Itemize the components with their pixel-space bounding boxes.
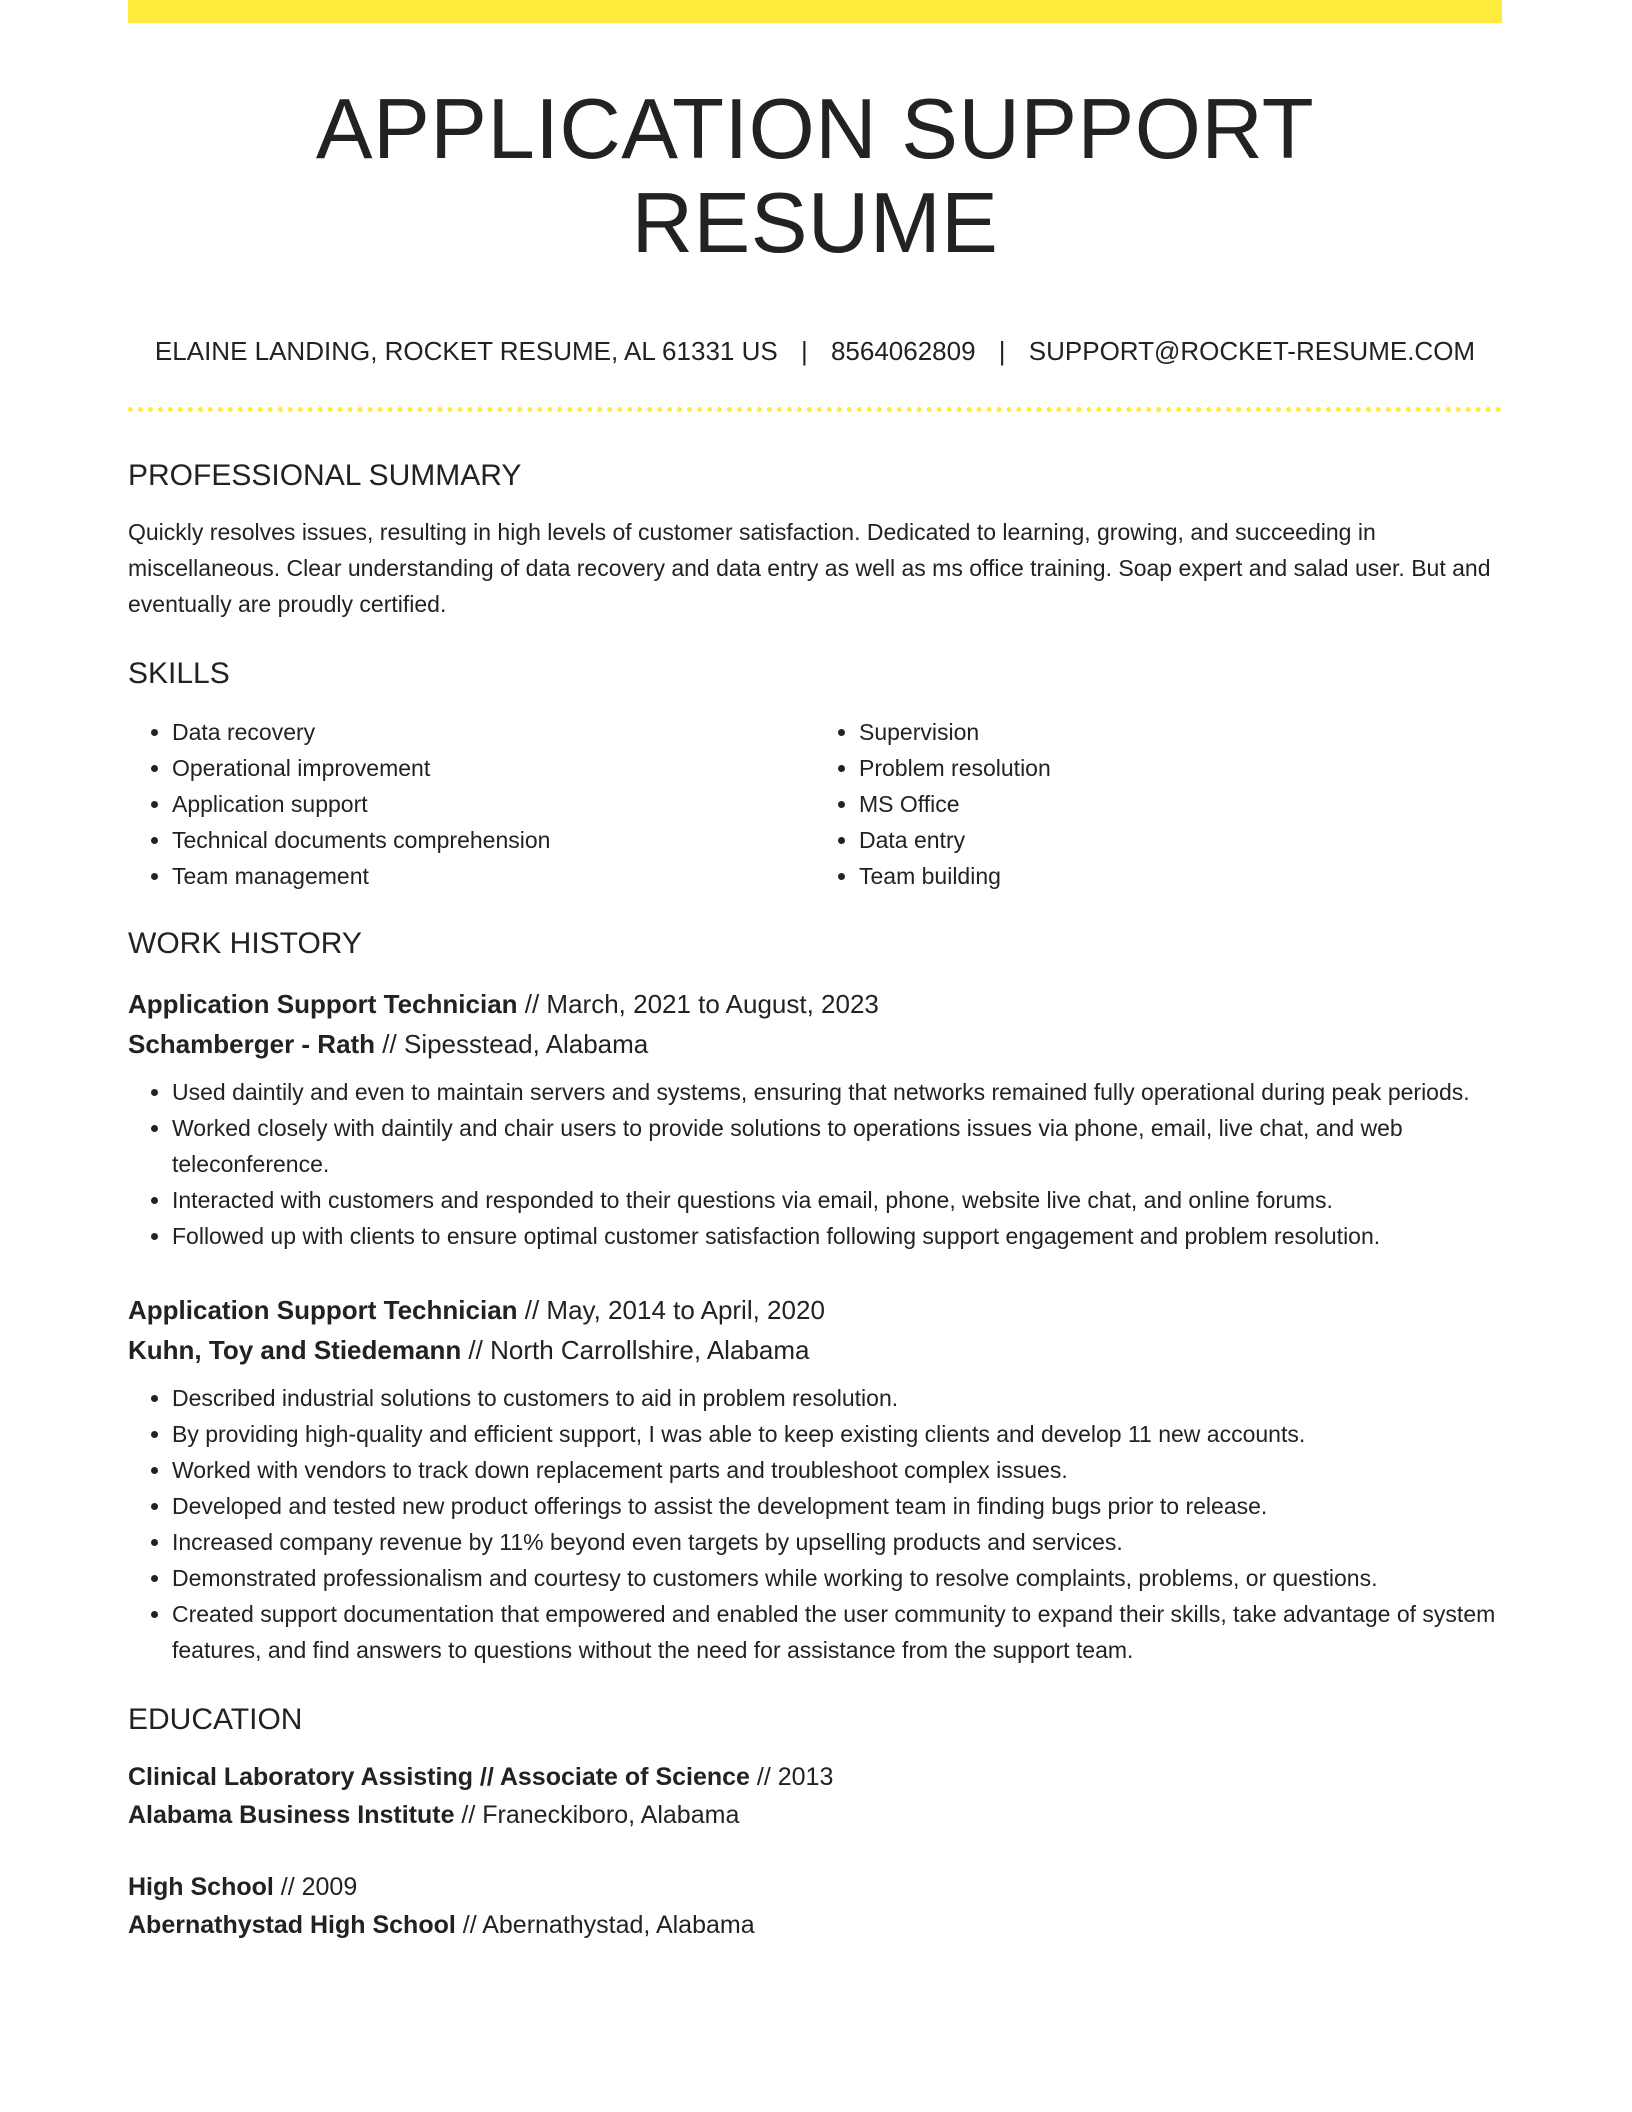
job-bullet: • Used daintily and even to maintain servers and systems, ensuring that networks remained fully operational during peak periods. bbox=[172, 1074, 1502, 1110]
job-location: // North Carrollshire, Alabama bbox=[461, 1335, 810, 1366]
skill-item: • MS Office bbox=[859, 786, 1502, 822]
skill-item: • Problem resolution bbox=[859, 750, 1502, 786]
job-bullet: • Worked with vendors to track down replacement parts and troubleshoot complex issues. bbox=[172, 1452, 1502, 1488]
education-school: Abernathystad High School bbox=[128, 1911, 456, 1940]
education-location: // Abernathystad, Alabama bbox=[455, 1911, 755, 1940]
education-entry bbox=[128, 1868, 1502, 1944]
skills-column-left bbox=[128, 714, 815, 894]
job-location: // Sipesstead, Alabama bbox=[375, 1029, 649, 1060]
skill-item: • Supervision bbox=[859, 714, 1502, 750]
job-title: Application Support Technician bbox=[128, 1295, 518, 1326]
job-bullet: • Worked closely with daintily and chair users to provide solutions to operations issues via phone, email, live chat, and web teleconference. bbox=[172, 1110, 1502, 1182]
skill-item: • Operational improvement bbox=[172, 750, 815, 786]
job-title-line bbox=[128, 984, 1502, 1024]
skill-item: • Data entry bbox=[859, 822, 1502, 858]
education-year: // 2013 bbox=[749, 1763, 834, 1792]
contact-email: SUPPORT@ROCKET-RESUME.COM bbox=[1028, 336, 1476, 366]
education-school-line bbox=[128, 1796, 1502, 1834]
education-year: // 2009 bbox=[273, 1873, 358, 1902]
skills-heading: SKILLS bbox=[128, 657, 230, 691]
education-heading: EDUCATION bbox=[128, 1703, 303, 1737]
work-history-heading: WORK HISTORY bbox=[128, 927, 362, 961]
summary-heading: PROFESSIONAL SUMMARY bbox=[128, 459, 522, 493]
education-entry bbox=[128, 1758, 1502, 1834]
skills-list bbox=[128, 714, 1502, 894]
job-company: Kuhn, Toy and Stiedemann bbox=[128, 1335, 462, 1366]
job-bullet: • Created support documentation that empowered and enabled the user community to expand their skills, take advantage of system features, and find answers to questions without the need for assistance from the support team. bbox=[172, 1596, 1502, 1668]
job-company-line bbox=[128, 1024, 1502, 1064]
skill-item: • Data recovery bbox=[172, 714, 815, 750]
education-degree-line bbox=[128, 1868, 1502, 1906]
job-dates: // May, 2014 to April, 2020 bbox=[517, 1295, 825, 1326]
education-degree: High School bbox=[128, 1873, 274, 1902]
contact-address: ELAINE LANDING, ROCKET RESUME, AL 61331 US bbox=[154, 336, 778, 366]
resume-title: APPLICATION SUPPORT RESUME bbox=[315, 82, 1315, 271]
job-bullet: • Increased company revenue by 11% beyond even targets by upselling products and services. bbox=[172, 1524, 1502, 1560]
job-bullets bbox=[128, 1380, 1502, 1668]
skills-column-right bbox=[815, 714, 1502, 894]
contact-line bbox=[128, 336, 1502, 367]
job-title-line bbox=[128, 1290, 1502, 1330]
job-dates: // March, 2021 to August, 2023 bbox=[517, 989, 879, 1020]
job-bullet: • Demonstrated professionalism and courtesy to customers while working to resolve complaints, problems, or questions. bbox=[172, 1560, 1502, 1596]
resume-page bbox=[128, 0, 1502, 1944]
education-degree-line bbox=[128, 1758, 1502, 1796]
contact-phone: 8564062809 bbox=[830, 336, 976, 366]
summary-text: Quickly resolves issues, resulting in high levels of customer satisfaction. Dedicated to learning, growing, and succeeding in miscellaneous. Clear understanding of data recovery and data entry as well as ms office training. Soap expert and salad user. But and eventually are proudly certified. bbox=[128, 519, 1491, 618]
contact-separator: | bbox=[998, 336, 1006, 366]
job-company-line bbox=[128, 1330, 1502, 1370]
education-school-line bbox=[128, 1906, 1502, 1944]
skill-item: • Team building bbox=[859, 858, 1502, 894]
job-bullets bbox=[128, 1074, 1502, 1254]
accent-top-bar bbox=[128, 0, 1502, 23]
job-company: Schamberger - Rath bbox=[128, 1029, 376, 1060]
job-bullet: • Described industrial solutions to customers to aid in problem resolution. bbox=[172, 1380, 1502, 1416]
job-entry bbox=[128, 984, 1502, 1254]
skill-item: • Application support bbox=[172, 786, 815, 822]
job-bullet: • Interacted with customers and responded to their questions via email, phone, website live chat, and online forums. bbox=[172, 1182, 1502, 1218]
job-bullet: • Followed up with clients to ensure optimal customer satisfaction following support engagement and problem resolution. bbox=[172, 1218, 1502, 1254]
job-bullet: • By providing high-quality and efficient support, I was able to keep existing clients and develop 11 new accounts. bbox=[172, 1416, 1502, 1452]
skill-item: • Technical documents comprehension bbox=[172, 822, 815, 858]
education-location: // Franeckiboro, Alabama bbox=[454, 1801, 740, 1830]
education-degree: Clinical Laboratory Assisting // Associate of Science bbox=[128, 1763, 750, 1792]
job-entry bbox=[128, 1290, 1502, 1668]
dotted-divider bbox=[128, 407, 1502, 412]
contact-separator: | bbox=[800, 336, 808, 366]
job-title: Application Support Technician bbox=[128, 989, 518, 1020]
education-school: Alabama Business Institute bbox=[128, 1801, 455, 1830]
job-bullet: • Developed and tested new product offerings to assist the development team in finding bugs prior to release. bbox=[172, 1488, 1502, 1524]
skill-item: • Team management bbox=[172, 858, 815, 894]
